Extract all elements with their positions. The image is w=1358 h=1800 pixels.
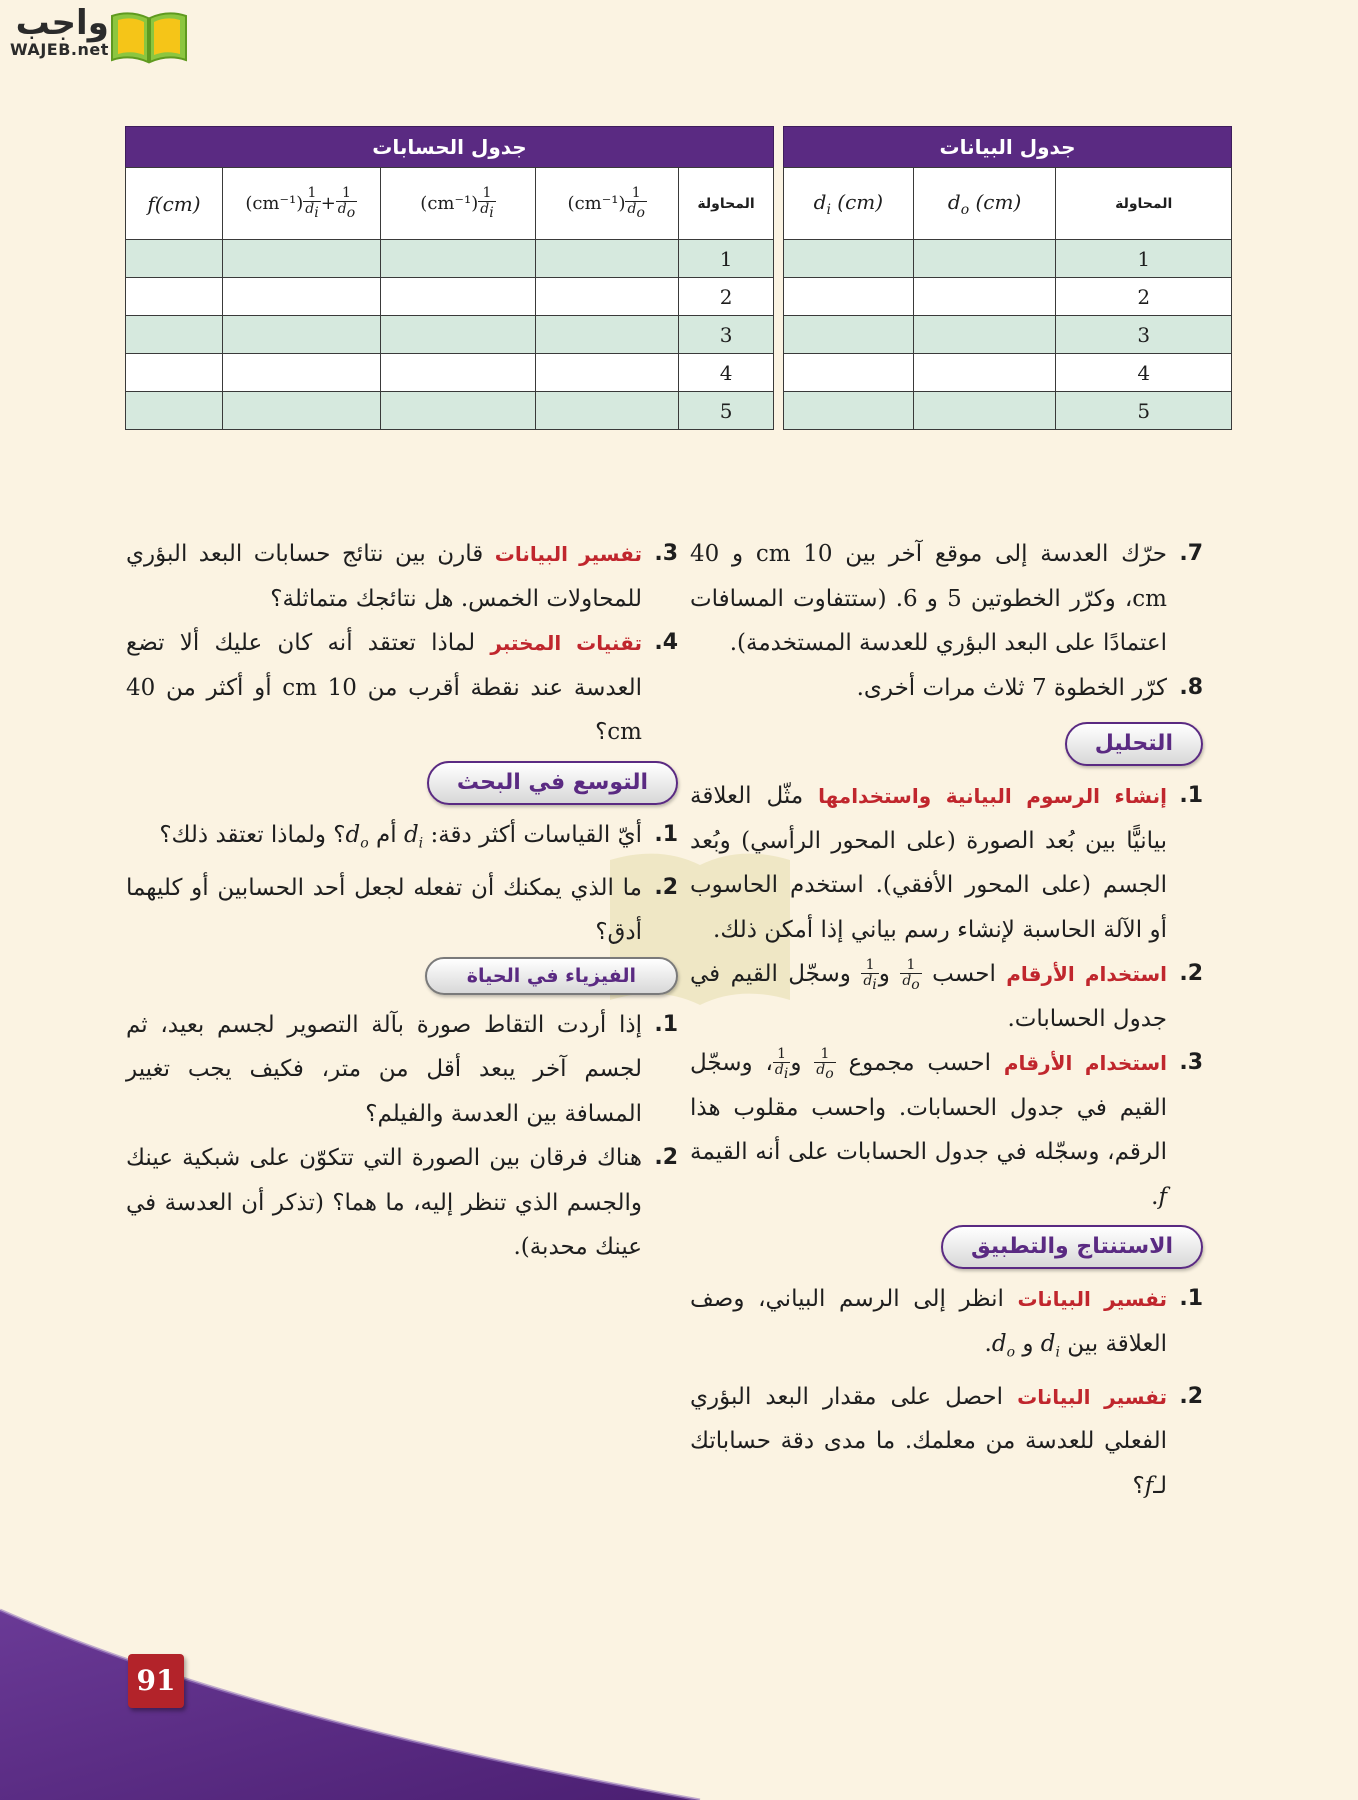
calc-table-title: جدول الحسابات — [125, 126, 774, 167]
data-cell[interactable] — [126, 316, 223, 354]
trial-number: 1 — [679, 240, 774, 278]
data-cell[interactable] — [913, 240, 1056, 278]
analysis-2: 2. استخدام الأرقام احسب $\frac{1}{do}$ و $\frac{1}{di}$ وسجّل القيم في جدول الحسابات. — [690, 956, 1203, 1032]
left-column — [126, 532, 678, 1270]
table-row — [126, 278, 774, 316]
research-heading: التوسع في البحث — [427, 761, 678, 805]
fraction-inv-di: $\frac{1}{di}$ — [863, 956, 877, 993]
step-3: 3. تفسير البيانات قارن بين نتائج حسابات البعد البؤري للمحاولات الخمس. هل نتائجك متماثلة؟ — [126, 541, 678, 612]
table-row — [126, 240, 774, 278]
skill-label: تفسير البيانات — [1017, 1384, 1167, 1409]
data-table-header-trial: المحاولة — [1056, 168, 1232, 240]
data-table-header-di: $d_i$ (cm) — [784, 168, 914, 240]
data-cell[interactable] — [913, 392, 1056, 430]
trial-number: 3 — [679, 316, 774, 354]
data-cell[interactable] — [784, 316, 914, 354]
data-cell[interactable] — [222, 354, 380, 392]
data-cell[interactable] — [126, 240, 223, 278]
data-cell[interactable] — [913, 354, 1056, 392]
data-cell[interactable] — [222, 278, 380, 316]
data-cell[interactable] — [536, 278, 679, 316]
skill-label: استخدام الأرقام — [1006, 962, 1168, 986]
analysis-heading: التحليل — [1065, 722, 1203, 766]
physics-in-life-heading: الفيزياء في الحياة — [425, 957, 678, 995]
life-1: 1. إذا أردت التقاط صورة بآلة التصوير لجسم بعيد، ثم لجسم آخر يبعد أقل من متر، فكيف يجب تغيير المسافة بين العدسة والفيلم؟ — [126, 1011, 678, 1127]
wajeb-logo[interactable] — [10, 4, 190, 68]
data-cell[interactable] — [536, 392, 679, 430]
table-row — [784, 278, 1232, 316]
data-cell[interactable] — [380, 392, 536, 430]
data-table — [783, 126, 1232, 430]
data-cell[interactable] — [126, 392, 223, 430]
step-8: 8. كرّر الخطوة 7 ثلاث مرات أخرى. — [856, 674, 1203, 701]
data-cell[interactable] — [784, 278, 914, 316]
calc-table — [125, 126, 774, 430]
skill-label: تفسير البيانات — [1017, 1287, 1167, 1311]
data-cell[interactable] — [784, 240, 914, 278]
data-cell[interactable] — [536, 354, 679, 392]
data-cell[interactable] — [784, 392, 914, 430]
data-cell[interactable] — [913, 316, 1056, 354]
data-cell[interactable] — [784, 354, 914, 392]
data-table-header-do: $d_o$ (cm) — [913, 168, 1056, 240]
page-number: 91 — [128, 1654, 184, 1708]
fraction-inv-do: $\frac{1}{do}$ — [816, 1045, 834, 1082]
data-cell[interactable] — [126, 278, 223, 316]
table-row — [126, 392, 774, 430]
step-7: 7. حرّك العدسة إلى موقع آخر بين 10 cm و 40 cm، وكرّر الخطوتين 5 و 6. (ستتفاوت المسافات اعتمادًا على البعد البؤري للعدسة المستخدمة). — [690, 541, 1203, 656]
calc-table-header-inv-do: $\frac{1}{do}$ (cm⁻¹) — [536, 168, 679, 240]
conclusion-2: 2. تفسير البيانات احصل على مقدار البعد البؤري الفعلي للعدسة من معلمك. ما مدى دقة حساباتك لـf؟ — [690, 1383, 1203, 1499]
data-table-title: جدول البيانات — [783, 126, 1232, 167]
data-cell[interactable] — [380, 240, 536, 278]
skill-label: إنشاء الرسوم البيانية واستخدامها — [818, 784, 1168, 808]
table-row — [126, 354, 774, 392]
logo-arabic-text: واجب — [15, 3, 109, 43]
trial-number: 5 — [679, 392, 774, 430]
calc-table-header-f: f(cm) — [126, 168, 223, 240]
trial-number: 1 — [1056, 240, 1232, 278]
table-row — [784, 354, 1232, 392]
right-column — [690, 532, 1203, 1508]
skill-label: تفسير البيانات — [494, 542, 642, 566]
calc-table-header-trial: المحاولة — [679, 168, 774, 240]
data-cell[interactable] — [126, 354, 223, 392]
corner-decoration — [0, 1600, 1358, 1800]
table-row — [784, 392, 1232, 430]
table-row — [784, 316, 1232, 354]
open-book-icon — [108, 6, 190, 66]
research-2: 2. ما الذي يمكنك أن تفعله لجعل أحد الحسابين أو كليهما أدق؟ — [126, 874, 678, 946]
trial-number: 4 — [1056, 354, 1232, 392]
table-row — [126, 316, 774, 354]
data-cell[interactable] — [536, 316, 679, 354]
data-cell[interactable] — [380, 278, 536, 316]
step-4: 4. تقنيات المختبر لماذا تعتقد أنه كان عليك ألا تضع العدسة عند نقطة أقرب من 10 cm أو أكثر من 40 cm؟ — [126, 630, 678, 745]
trial-number: 2 — [679, 278, 774, 316]
trial-number: 4 — [679, 354, 774, 392]
calc-table-header-inv-di: $\frac{1}{di}$ (cm⁻¹) — [380, 168, 536, 240]
data-cell[interactable] — [380, 354, 536, 392]
data-cell[interactable] — [380, 316, 536, 354]
data-cell[interactable] — [536, 240, 679, 278]
data-cell[interactable] — [222, 316, 380, 354]
trial-number: 2 — [1056, 278, 1232, 316]
trial-number: 3 — [1056, 316, 1232, 354]
table-row — [784, 240, 1232, 278]
trial-number: 5 — [1056, 392, 1232, 430]
skill-label: تقنيات المختبر — [490, 631, 642, 655]
analysis-3: 3. استخدام الأرقام احسب مجموع $\frac{1}{do}$ و $\frac{1}{di}$ ، وسجّل القيم في جدول الحسابات. واحسب مقلوب هذا الرقم، وسجّله في جدول الحسابات على أنه القيمة f. — [690, 1045, 1203, 1210]
data-cell[interactable] — [913, 278, 1056, 316]
calc-table-header-sum: $\frac{1}{do}$ + $\frac{1}{di}$ (cm⁻¹) — [222, 168, 380, 240]
analysis-1: 1. إنشاء الرسوم البيانية واستخدامها مثّل العلاقة بيانيًّا بين بُعد الصورة (على المحور الرأسي) وبُعد الجسم (على المحور الأفقي). استخدم الحاسوب أو الآلة الحاسبة لإنشاء رسم بياني إذا أمكن ذلك. — [690, 783, 1203, 943]
fraction-inv-di: $\frac{1}{di}$ — [774, 1045, 789, 1082]
conclusion-1: 1. تفسير البيانات انظر إلى الرسم البياني، وصف العلاقة بين $d_i$ و $d_o$. — [690, 1286, 1203, 1361]
life-2: 2. هناك فرقان بين الصورة التي تتكوّن على شبكية عينك والجسم الذي تنظر إليه، ما هما؟ (تذكر أن العدسة في عينك محدبة). — [126, 1145, 678, 1261]
fraction-inv-do: $\frac{1}{do}$ — [902, 956, 920, 993]
logo-latin-text: WAJEB.net — [10, 40, 109, 59]
data-cell[interactable] — [222, 392, 380, 430]
conclusion-heading: الاستنتاج والتطبيق — [941, 1225, 1203, 1269]
data-cell[interactable] — [222, 240, 380, 278]
research-1: 1. أيّ القياسات أكثر دقة: $d_i$ أم $d_o؟$ ولماذا تعتقد ذلك؟ — [159, 821, 678, 852]
skill-label: استخدام الأرقام — [1003, 1051, 1168, 1075]
